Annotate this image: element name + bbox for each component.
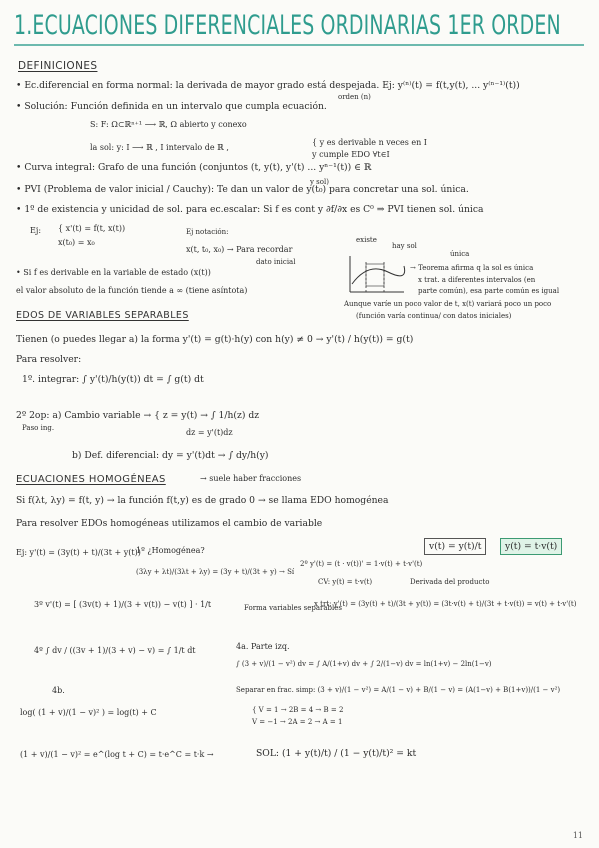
teorema-3: parte común), esa parte común es igual bbox=[418, 287, 560, 295]
homog-s2a: 2º y'(t) = (t · v(t))' = 1·v(t) + t·v'(t) bbox=[300, 560, 423, 568]
homog-s4a: 4a. Parte izq. bbox=[236, 642, 290, 651]
nota-2: x(t, t₀, x₀) → Para recordar bbox=[186, 245, 293, 254]
def-line-9: el valor absoluto de la función tiende a ∞ (tiene asíntota) bbox=[16, 286, 248, 295]
label-hay-sol: hay sol bbox=[392, 242, 417, 250]
homog-q1b: (3λy + λt)/(3λt + λy) = (3y + t)/(3t + y) → Sí bbox=[136, 568, 295, 576]
def-line-6: • PVI (Problema de valor inicial / Cauchy): Te dan un valor de y(t₀) para concretar una sol. única. bbox=[16, 184, 469, 195]
aunque-2: (función varía continua/ con datos iniciales) bbox=[356, 312, 512, 320]
def-line-8: • Si f es derivable en la variable de estado (x(t)) bbox=[16, 268, 211, 277]
homog-s2c: Derivada del producto bbox=[410, 578, 490, 586]
homog-q1: 1º ¿Homogénea? bbox=[136, 546, 205, 555]
def-line-4b: { y es derivable n veces en I bbox=[312, 138, 427, 147]
vs-line-4: 2º 2op: a) Cambio variable → { z = y(t) → ∫ 1/h(z) dz bbox=[16, 410, 260, 421]
homog-s2d: x trt: y'(t) = (3y(t) + t)/(3t + y(t)) = (3t·v(t) + t)/(3t + t·v(t)) = v(t) + t·v'(t) bbox=[314, 600, 577, 608]
def-line-4a: la sol: y: I ⟶ ℝ , I intervalo de ℝ , bbox=[90, 143, 229, 152]
homog-s4: 4º ∫ dv / ((3v + 1)/(3 + v) − v) = ∫ 1/t dt bbox=[34, 646, 196, 655]
homog-s3b: Forma variables separables bbox=[244, 604, 342, 612]
homog-s4a2: ∫ (3 + v)/(1 − v²) dv = ∫ A/(1+v) dv + ∫ 2/(1−v) dv = ln(1+v) − 2ln(1−v) bbox=[236, 660, 492, 668]
def-line-5-note: y sol) bbox=[310, 178, 329, 186]
homog-s4a3: Separar en frac. simp: (3 + v)/(1 − v²) = A/(1 − v) + B/(1 − v) = (A(1−v) + B(1+v))/(1 − v²) bbox=[236, 686, 561, 694]
teorema-1: → Teorema afirma q la sol es única bbox=[410, 264, 534, 272]
def-line-4c: y cumple EDO ∀t∈I bbox=[312, 150, 390, 159]
vs-line-2: Para resolver: bbox=[16, 354, 82, 365]
def-line-1: • Ec.diferencial en forma normal: la derivada de mayor grado está despejada. Ej: y⁽ⁿ⁾(t) = f(t,y(t), ... y⁽ⁿ⁻¹⁾(t)) bbox=[16, 80, 520, 91]
homog-s4b2: log( (1 + v)/(1 − v)² ) = log(t) + C bbox=[20, 708, 157, 717]
def-line-7: • 1º de existencia y unicidad de sol. para ec.escalar: Si f es cont y ∂f/∂x es C⁰ ⇒ PVI tienen sol. única bbox=[16, 204, 484, 215]
homog-s2b: CV: y(t) = t·v(t) bbox=[318, 578, 373, 586]
homog-sys1: { V = 1 → 2B = 4 → B = 2 bbox=[252, 706, 344, 714]
existence-graph bbox=[344, 254, 406, 296]
homog-s5: (1 + v)/(1 − v)² = e^(log t + C) = t·e^C = t·k → bbox=[20, 750, 214, 759]
vs-line-4c: Paso ing. bbox=[22, 424, 55, 432]
nota-1: Ej notación: bbox=[186, 228, 229, 236]
vs-line-1: Tienen (o puedes llegar a) la forma y'(t) = g(t)·h(y) con h(y) ≠ 0 → y'(t) / h(y(t)) = g(t) bbox=[16, 334, 414, 345]
def-line-3: S: F: Ω⊂ℝⁿ⁺¹ ⟶ ℝ, Ω abierto y conexo bbox=[90, 120, 247, 129]
homog-note: → suele haber fracciones bbox=[200, 474, 302, 483]
cv-box-1: v(t) = y(t)/t bbox=[424, 538, 486, 555]
nota-3: dato inicial bbox=[256, 258, 296, 266]
homog-ej: Ej: y'(t) = (3y(t) + t)/(3t + y(t)) bbox=[16, 548, 141, 557]
def-line-2: • Solución: Función definida en un intervalo que cumpla ecuación. bbox=[16, 101, 327, 112]
vs-line-3: 1º. integrar: ∫ y'(t)/h(y(t)) dt = ∫ g(t) dt bbox=[22, 374, 204, 385]
ej-label: Ej: bbox=[30, 226, 42, 235]
def-line-5: • Curva integral: Grafo de una función (conjuntos (t, y(t), y'(t) ... yⁿ⁻¹(t)) ∈ ℝ bbox=[16, 162, 372, 173]
ej-line-1: { x'(t) = f(t, x(t)) bbox=[58, 224, 126, 233]
section-homogeneas: ECUACIONES HOMOGÉNEAS bbox=[16, 474, 166, 485]
section-variables-separables: EDOS DE VARIABLES SEPARABLES bbox=[16, 310, 189, 321]
teorema-2: x trat. a diferentes intervalos (en bbox=[418, 276, 536, 284]
homog-s4b: 4b. bbox=[52, 686, 65, 695]
section-definiciones: DEFINICIONES bbox=[18, 60, 98, 72]
label-existe: existe bbox=[356, 236, 377, 244]
homog-line-2: Para resolver EDOs homogéneas utilizamos el cambio de variable bbox=[16, 518, 323, 529]
cv-box-2: y(t) = t·v(t) bbox=[500, 538, 562, 555]
vs-line-4b: dz = y'(t)dz bbox=[186, 428, 233, 437]
aunque-1: Aunque varíe un poco valor de t, x(t) variará poco un poco bbox=[344, 300, 552, 308]
page-number: 11 bbox=[572, 831, 583, 840]
vs-line-5: b) Def. diferencial: dy = y'(t)dt → ∫ dy/h(y) bbox=[72, 450, 269, 461]
homog-line-1: Si f(λt, λy) = f(t, y) → la función f(t,y) es de grado 0 → se llama EDO homogénea bbox=[16, 495, 389, 506]
homog-s3: 3º v'(t) = [ (3v(t) + 1)/(3 + v(t)) − v(t) ] · 1/t bbox=[34, 600, 212, 609]
homog-sys2: V = −1 → 2A = 2 → A = 1 bbox=[252, 718, 343, 726]
page-title: 1.ECUACIONES DIFERENCIALES ORDINARIAS 1ER ORDEN bbox=[14, 10, 561, 41]
ej-line-2: x(t₀) = x₀ bbox=[58, 238, 95, 247]
homog-solution: SOL: (1 + y(t)/t) / (1 − y(t)/t)² = kt bbox=[256, 748, 417, 759]
title-underline bbox=[14, 44, 584, 46]
def-line-1-note: orden (n) bbox=[338, 93, 371, 101]
label-unica: única bbox=[450, 250, 470, 258]
